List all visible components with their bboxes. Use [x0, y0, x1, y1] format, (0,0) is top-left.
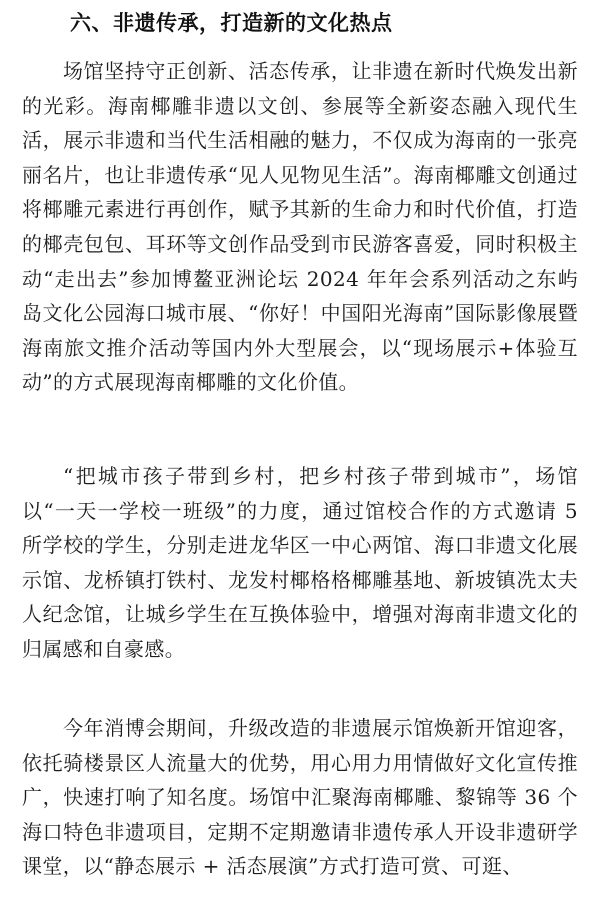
section-heading: 六、非遗传承，打造新的文化热点: [70, 11, 393, 35]
paragraph-exhibition-hall: 今年消博会期间，升级改造的非遗展示馆焕新开馆迎客，依托骑楼景区人流量大的优势，用心用力用情做好文化宣传推广，快速打响了知名度。场馆中汇聚海南椰雕、黎锦等 36 个海口特色非遗项目，定期不定期邀请非遗传承人开设非遗研学课堂，以“静态展示 + 活态展演”方式打造可赏、可逛、: [22, 716, 578, 879]
paragraph-heritage-innovation: 场馆坚持守正创新、活态传承，让非遗在新时代焕发出新的光彩。海南椰雕非遗以文创、参展等全新姿态融入现代生活，展示非遗和当代生活相融的魅力，不仅成为海南的一张亮丽名片，也让非遗传承“见人见物见生活”。海南椰雕文创通过将椰雕元素进行再创作，赋予其新的生命力和时代价值，打造的椰壳包包、耳环等文创作品受到市民游客喜爱，同时积极主动“走出去”参加博鳌亚洲论坛 2024 年年会系列活动之东屿岛文化公园海口城市展、“你好！中国阳光海南”国际影像展暨海南旅文推介活动等国内外大型展会，以“现场展示+体验互动”的方式展现海南椰雕的文化价值。: [22, 59, 578, 395]
paragraph-city-village-exchange: “把城市孩子带到乡村，把乡村孩子带到城市”，场馆以“一天一学校一班级”的力度，通过馆校合作的方式邀请 5 所学校的学生，分别走进龙华区一中心两馆、海口非遗文化展示馆、龙桥镇打铁村、龙发村椰格格椰雕基地、新坡镇冼太夫人纪念馆，让城乡学生在互换体验中，增强对海南非遗文化的归属感和自豪感。: [22, 464, 578, 661]
